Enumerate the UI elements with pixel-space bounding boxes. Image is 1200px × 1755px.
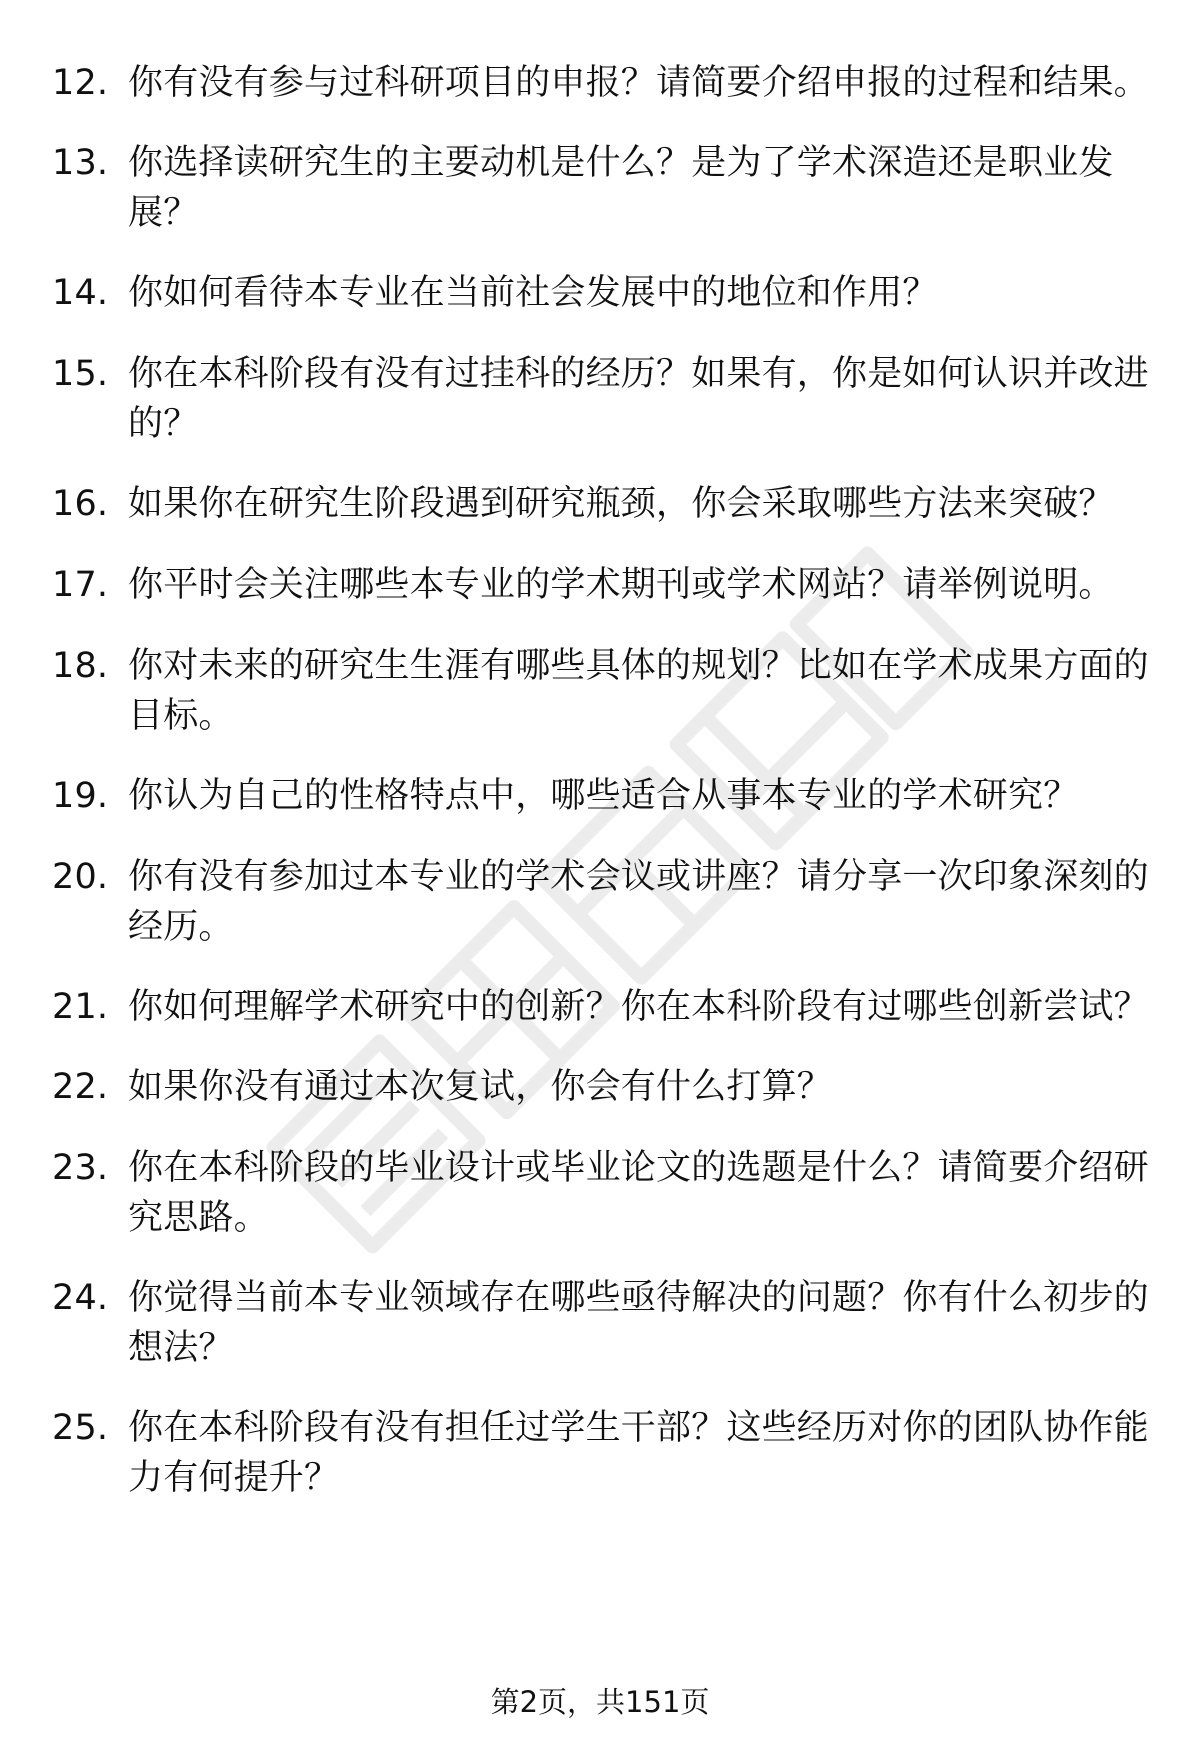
question-text: 你在本科阶段有没有担任过学生干部？这些经历对你的团队协作能力有何提升？ [128,1408,1149,1498]
question-number: 21. [52,987,109,1027]
question-item [52,641,1152,741]
question-item [52,1273,1152,1373]
question-text: 你选择读研究生的主要动机是什么？是为了学术深造还是职业发展？ [128,143,1114,233]
question-text: 你觉得当前本专业领域存在哪些亟待解决的问题？你有什么初步的想法？ [128,1278,1149,1368]
question-number: 15. [52,354,109,394]
question-number: 17. [52,565,109,605]
question-text: 你在本科阶段有没有过挂科的经历？如果有，你是如何认识并改进的？ [128,354,1149,444]
question-number: 12. [52,63,109,103]
question-number: 13. [52,143,109,183]
question-number: 24. [52,1278,109,1318]
question-item [52,560,1152,610]
page-footer: 第2页，共151页 [490,1685,710,1719]
question-text: 你有没有参与过科研项目的申报？请简要介绍申报的过程和结果。 [128,63,1149,103]
question-number: 23. [52,1148,109,1188]
question-item [52,1143,1152,1243]
question-text: 如果你没有通过本次复试，你会有什么打算？ [128,1067,833,1107]
question-item [52,138,1152,238]
question-item [52,982,1152,1032]
question-text: 如果你在研究生阶段遇到研究瓶颈，你会采取哪些方法来突破？ [128,484,1114,524]
question-item [52,479,1152,529]
question-number: 16. [52,484,109,524]
question-item [52,268,1152,318]
question-item [52,58,1152,108]
question-item [52,852,1152,952]
question-number: 19. [52,776,109,816]
question-number: 14. [52,273,109,313]
question-text: 你如何理解学术研究中的创新？你在本科阶段有过哪些创新尝试？ [128,987,1149,1027]
question-list [52,58,1152,1533]
question-item [52,1062,1152,1112]
question-text: 你在本科阶段的毕业设计或毕业论文的选题是什么？请简要介绍研究思路。 [128,1148,1149,1238]
question-number: 18. [52,646,109,686]
question-text: 你平时会关注哪些本专业的学术期刊或学术网站？请举例说明。 [128,565,1114,605]
question-number: 20. [52,857,109,897]
question-number: 22. [52,1067,109,1107]
question-item [52,349,1152,449]
question-text: 你有没有参加过本专业的学术会议或讲座？请分享一次印象深刻的经历。 [128,857,1149,947]
question-item [52,771,1152,821]
question-text: 你对未来的研究生生涯有哪些具体的规划？比如在学术成果方面的目标。 [128,646,1149,736]
question-item [52,1403,1152,1503]
question-text: 你如何看待本专业在当前社会发展中的地位和作用？ [128,273,938,313]
question-text: 你认为自己的性格特点中，哪些适合从事本专业的学术研究？ [128,776,1079,816]
question-number: 25. [52,1408,109,1448]
